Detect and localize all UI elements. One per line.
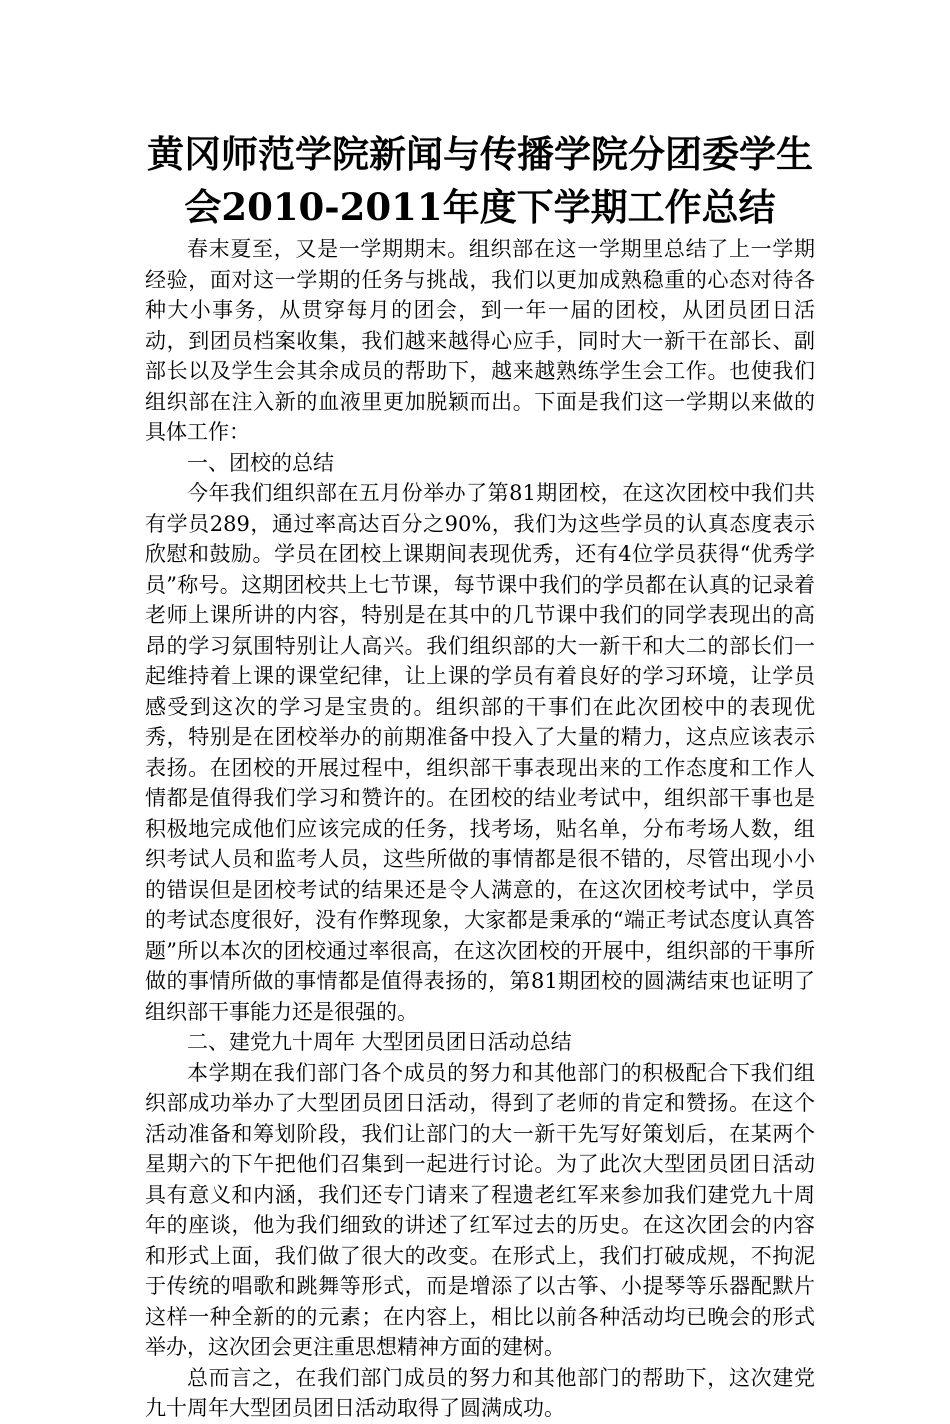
title-line-2: 会2010-2011年度下学期工作总结 xyxy=(184,185,776,229)
document-body xyxy=(145,234,815,1424)
section-2-paragraph-1: 本学期在我们部门各个成员的努力和其他部门的积极配合下我们组织部成功举办了大型团员团日活动，得到了老师的肯定和赞扬。在这个活动准备和筹划阶段，我们让部门的大一新干先写好策划后，在某两个星期六的下午把他们召集到一起进行讨论。为了此次大型团员团日活动具有意义和内涵，我们还专门请来了程遗老红军来参加我们建党九十周年的座谈，他为我们细致的讲述了红军过去的历史。在这次团会的内容和形式上面，我们做了很大的改变。在形式上，我们打破成规，不拘泥于传统的唱歌和跳舞等形式，而是增添了以古筝、小提琴等乐器配默片这样一种全新的的元素；在内容上，相比以前各种活动均已晚会的形式举办，这次团会更注重思想精神方面的建树。 xyxy=(145,1060,815,1359)
section-2-paragraph-2: 总而言之，在我们部门成员的努力和其他部门的帮助下，这次建党九十周年大型团员团日活动取得了圆满成功。 xyxy=(145,1365,815,1420)
document-title xyxy=(145,128,815,234)
section-1-paragraph: 今年我们组织部在五月份举办了第81期团校，在这次团校中我们共有学员289，通过率高达百分之90%，我们为这些学员的认真态度表示欣慰和鼓励。学员在团校上课期间表现优秀，还有4位学员获得“优秀学员”称号。这期团校共上七节课，每节课中我们的学员都在认真的记录着老师上课所讲的内容，特别是在其中的几节课中我们的同学表现出的高昂的学习氛围特别让人高兴。我们组织部的大一新干和大二的部长们一起维持着上课的课堂纪律，让上课的学员有着良好的学习环境，让学员感受到这次的学习是宝贵的。组织部的干事们在此次团校中的表现优秀，特别是在团校举办的前期准备中投入了大量的精力，这点应该表示表扬。在团校的开展过程中，组织部干事表现出来的工作态度和工作人情都是值得我们学习和赞许的。在团校的结业考试中，组织部干事也是积极地完成他们应该完成的任务，找考场，贴名单，分布考场人数，组织考试人员和监考人员，这些所做的事情都是很不错的，尽管出现小小的错误但是团校考试的结果还是令人满意的，在这次团校考试中，学员的考试态度很好，没有作弊现象，大家都是秉承的“端正考试态度认真答题”所以本次的团校通过率很高，在这次团校的开展中，组织部的干事所做的事情所做的事情都是值得表扬的，第81期团校的圆满结束也证明了组织部干事能力还是很强的。 xyxy=(145,481,815,1024)
section-1-heading: 一、团校的总结 xyxy=(187,450,334,475)
section-2-heading: 二、建党九十周年 大型团员团日活动总结 xyxy=(187,1030,572,1054)
intro-paragraph: 春末夏至，又是一学期期末。组织部在这一学期里总结了上一学期经验，面对这一学期的任务与挑战，我们以更加成熟稳重的心态对待各种大小事务，从贯穿每月的团会，到一年一届的团校，从团员团日活动，到团员档案收集，我们越来越得心应手，同时大一新干在部长、副部长以及学生会其余成员的帮助下，越来越熟练学生会工作。也使我们组织部在注入新的血液里更加脱颖而出。下面是我们这一学期以来做的具体工作： xyxy=(145,237,815,444)
title-line-1: 黄冈师范学院新闻与传播学院分团委学生 xyxy=(147,132,813,176)
document-page xyxy=(145,128,815,1424)
